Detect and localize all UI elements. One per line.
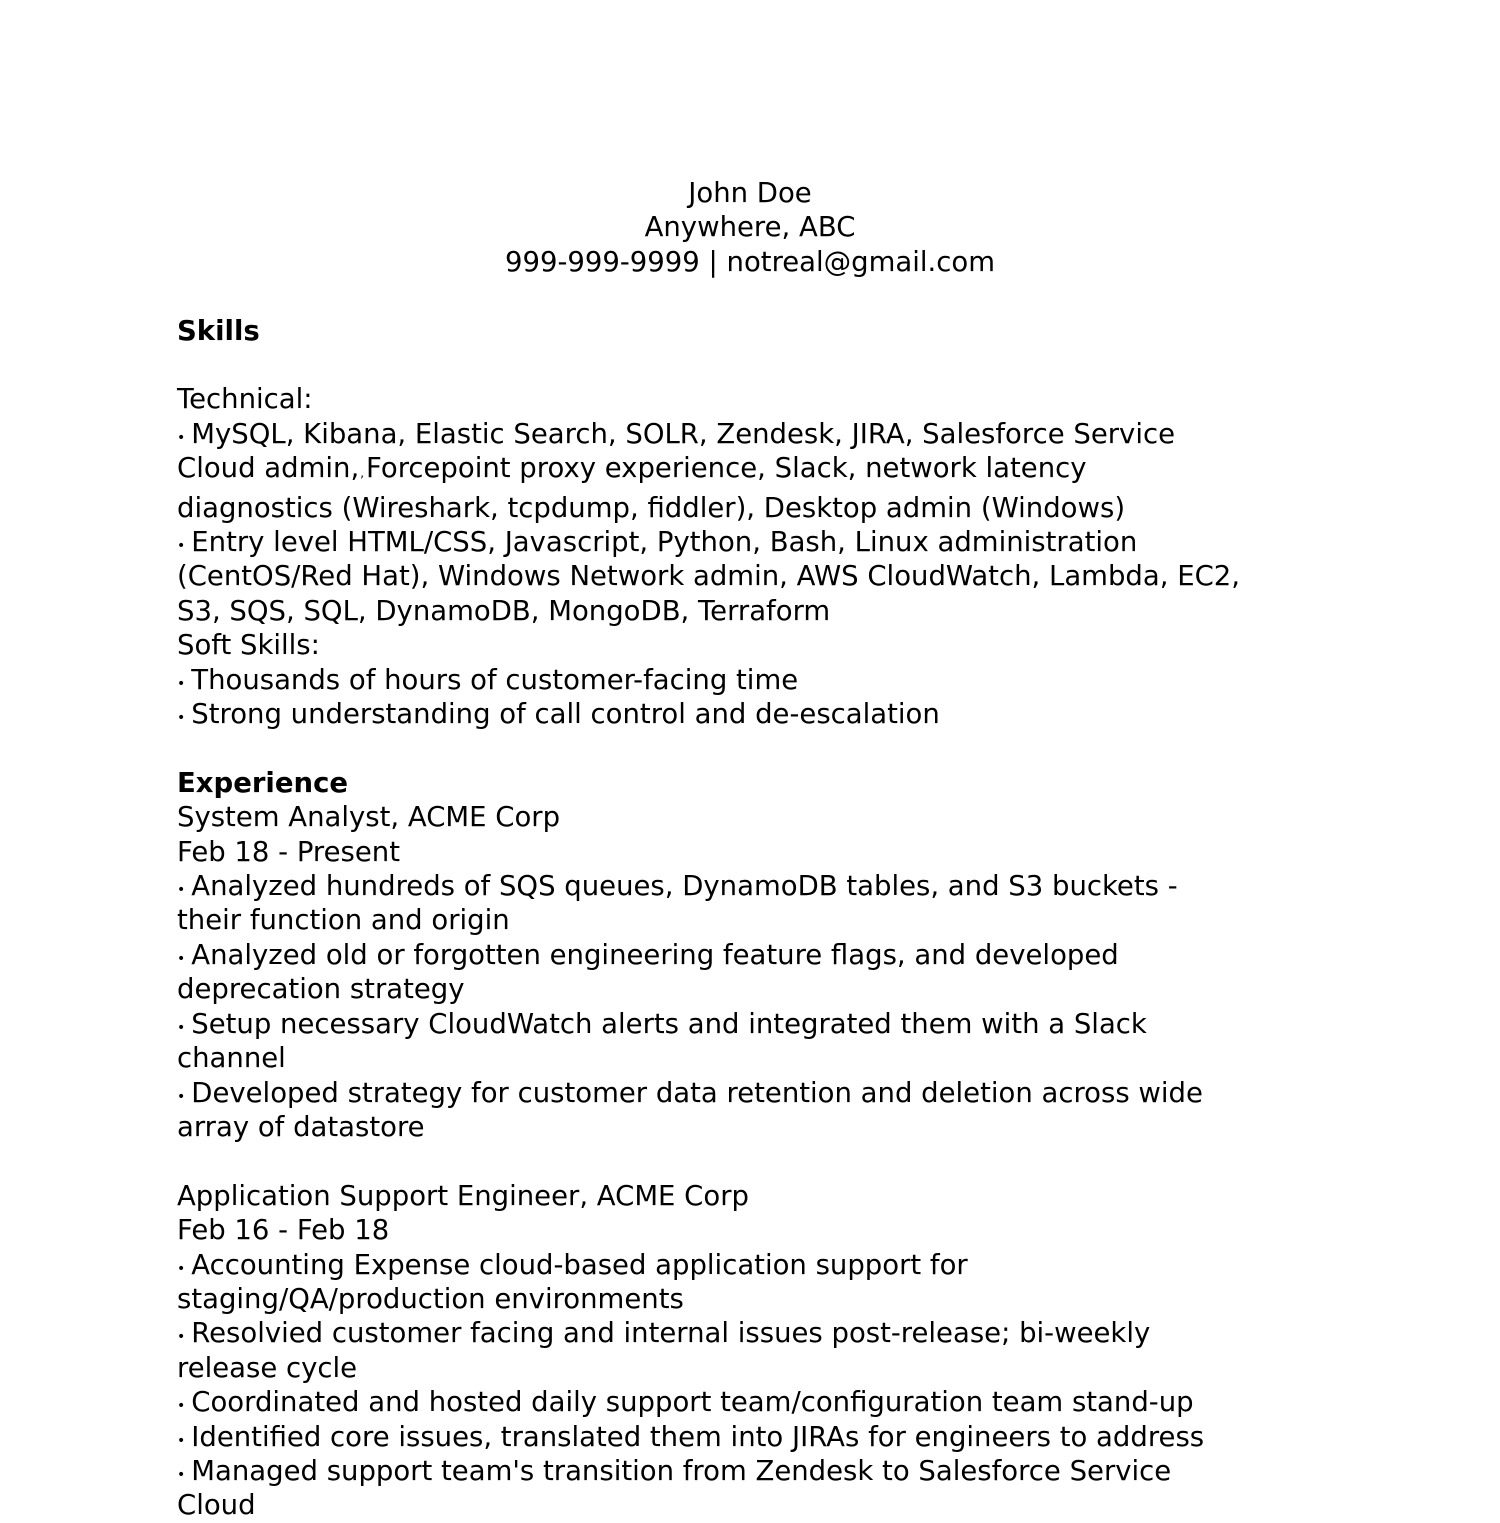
soft-skill-item xyxy=(177,697,1337,731)
skill-text: Cloud admin, xyxy=(177,452,360,485)
job-dates: Feb 16 - Feb 18 xyxy=(177,1214,390,1247)
technical-skill-item xyxy=(177,525,1337,628)
bullet-text: channel xyxy=(177,1042,286,1075)
bullet-icon: • xyxy=(177,1329,186,1346)
skill-text: Forcepoint proxy experience, Slack, network latency xyxy=(366,452,1087,485)
skill-text: Strong understanding of call control and de-escalation xyxy=(191,698,940,731)
technical-skills-label: Technical: xyxy=(177,383,313,416)
bullet-icon: • xyxy=(177,710,186,727)
bullet-text: deprecation strategy xyxy=(177,973,465,1006)
bullet-text: release cycle xyxy=(177,1351,358,1384)
candidate-location: Anywhere, ABC xyxy=(644,211,856,244)
job-dates: Feb 18 - Present xyxy=(177,835,401,868)
job-entry xyxy=(177,1179,1337,1523)
soft-skills-label: Soft Skills: xyxy=(177,629,320,662)
bullet-icon: • xyxy=(177,1019,186,1036)
bullet-text: Resolvied customer facing and internal issues post-release; bi-weekly xyxy=(191,1317,1151,1350)
bullet-icon: • xyxy=(177,1432,186,1449)
job-title: Application Support Engineer, ACME Corp xyxy=(177,1179,749,1212)
job-bullet xyxy=(177,1076,1337,1145)
bullet-icon: • xyxy=(177,675,186,692)
job-bullet xyxy=(177,1316,1337,1385)
stray-comma: , xyxy=(360,466,365,481)
bullet-icon: • xyxy=(177,429,186,446)
bullet-icon: • xyxy=(177,1088,186,1105)
skill-text: diagnostics (Wireshark, tcpdump, fiddler), Desktop admin (Windows) xyxy=(177,491,1126,524)
experience-heading: Experience xyxy=(177,766,349,799)
bullet-text: their function and origin xyxy=(177,904,510,937)
bullet-text: Analyzed hundreds of SQS queues, DynamoDB tables, and S3 buckets - xyxy=(191,870,1178,903)
bullet-text: Developed strategy for customer data retention and deletion across wide xyxy=(191,1076,1203,1109)
job-bullet xyxy=(177,869,1337,938)
bullet-text: Analyzed old or forgotten engineering feature flags, and developed xyxy=(191,938,1119,971)
bullet-text: Setup necessary CloudWatch alerts and integrated them with a Slack xyxy=(191,1007,1147,1040)
resume-header xyxy=(177,176,1323,279)
bullet-text: Coordinated and hosted daily support team/configuration team stand-up xyxy=(191,1386,1194,1419)
job-entry xyxy=(177,800,1337,1144)
skill-text: MySQL, Kibana, Elastic Search, SOLR, Zendesk, JIRA, Salesforce Service xyxy=(191,417,1175,450)
bullet-text: Accounting Expense cloud-based application support for xyxy=(191,1248,968,1281)
bullet-icon: • xyxy=(177,882,186,899)
bullet-text: Cloud xyxy=(177,1489,256,1522)
skills-heading: Skills xyxy=(177,314,260,347)
job-bullet xyxy=(177,1007,1337,1076)
candidate-contact: 999-999-9999 | notreal@gmail.com xyxy=(504,245,996,278)
bullet-text: array of datastore xyxy=(177,1110,425,1143)
skill-text: Thousands of hours of customer-facing time xyxy=(191,663,799,696)
skill-text: (CentOS/Red Hat), Windows Network admin, AWS CloudWatch, Lambda, EC2, xyxy=(177,560,1241,593)
bullet-icon: • xyxy=(177,950,186,967)
soft-skill-item xyxy=(177,663,1337,697)
bullet-text: Identified core issues, translated them into JIRAs for engineers to address xyxy=(191,1420,1205,1453)
candidate-name: John Doe xyxy=(688,177,812,209)
bullet-icon: • xyxy=(177,1466,186,1483)
bullet-icon: • xyxy=(177,1260,186,1277)
skill-text: Entry level HTML/CSS, Javascript, Python, Bash, Linux administration xyxy=(191,526,1138,559)
job-bullet xyxy=(177,1248,1337,1317)
technical-skill-item xyxy=(177,417,1337,525)
skill-text: S3, SQS, SQL, DynamoDB, MongoDB, Terraform xyxy=(177,594,831,627)
job-bullet xyxy=(177,1454,1337,1523)
job-bullet xyxy=(177,938,1337,1007)
job-bullet xyxy=(177,1385,1337,1419)
job-bullet xyxy=(177,1420,1337,1454)
experience-section xyxy=(177,766,1337,1523)
bullet-icon: • xyxy=(177,538,186,555)
bullet-icon: • xyxy=(177,1398,186,1415)
bullet-text: Managed support team's transition from Zendesk to Salesforce Service xyxy=(191,1454,1172,1487)
job-title: System Analyst, ACME Corp xyxy=(177,801,561,834)
resume-page xyxy=(177,176,1337,1523)
bullet-text: staging/QA/production environments xyxy=(177,1282,684,1315)
skills-section xyxy=(177,314,1337,732)
